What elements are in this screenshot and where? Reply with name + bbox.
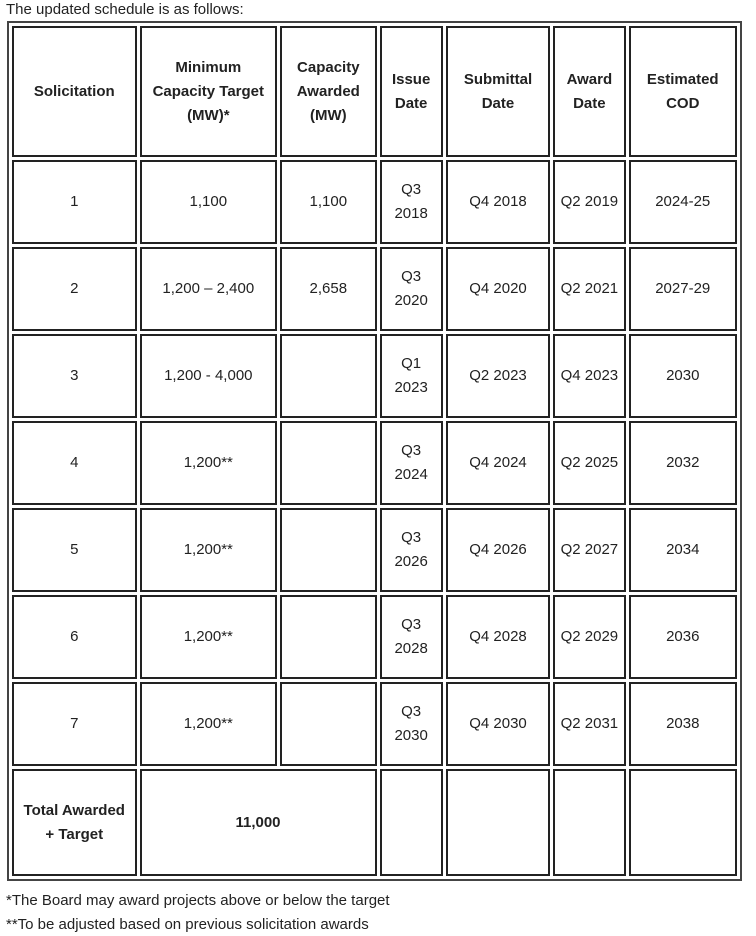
estimated-cod-cell: 2027-29 [629,247,738,331]
submittal-date-cell: Q4 2020 [446,247,550,331]
awarded-cell: 2,658 [280,247,376,331]
estimated-cod-cell: 2034 [629,508,738,592]
footnote-target: *The Board may award projects above or below the target [6,892,390,909]
empty-cell [629,769,738,876]
award-date-cell: Q2 2031 [553,682,625,766]
empty-cell [380,769,443,876]
header-estimated-cod: Estimated COD [629,26,738,157]
header-solicitation: Solicitation [12,26,137,157]
submittal-date-cell: Q4 2028 [446,595,550,679]
target-cell: 1,200 - 4,000 [140,334,278,418]
header-capacity-awarded: Capacity Awarded (MW) [280,26,376,157]
header-issue-date: Issue Date [380,26,443,157]
total-value: 11,000 [140,769,377,876]
issue-date-cell: Q3 2026 [380,508,443,592]
issue-date-cell: Q1 2023 [380,334,443,418]
table-row [12,595,737,679]
estimated-cod-cell: 2036 [629,595,738,679]
estimated-cod-cell: 2030 [629,334,738,418]
estimated-cod-cell: 2038 [629,682,738,766]
issue-date-cell: Q3 2028 [380,595,443,679]
award-date-cell: Q2 2021 [553,247,625,331]
award-date-cell: Q2 2027 [553,508,625,592]
submittal-date-cell: Q4 2018 [446,160,550,244]
submittal-date-cell: Q4 2024 [446,421,550,505]
issue-date-cell: Q3 2030 [380,682,443,766]
awarded-cell: 1,100 [280,160,376,244]
target-cell: 1,100 [140,160,278,244]
issue-date-cell: Q3 2024 [380,421,443,505]
target-cell: 1,200** [140,682,278,766]
award-date-cell: Q2 2025 [553,421,625,505]
awarded-cell [280,421,376,505]
empty-cell [553,769,625,876]
solicitation-cell: 6 [12,595,137,679]
table-row [12,682,737,766]
total-label: Total Awarded + Target [12,769,137,876]
estimated-cod-cell: 2032 [629,421,738,505]
table-row [12,508,737,592]
solicitation-cell: 2 [12,247,137,331]
table-row [12,160,737,244]
submittal-date-cell: Q2 2023 [446,334,550,418]
total-row [12,769,737,876]
solicitation-cell: 1 [12,160,137,244]
issue-date-cell: Q3 2018 [380,160,443,244]
schedule-table [7,21,742,881]
target-cell: 1,200 – 2,400 [140,247,278,331]
submittal-date-cell: Q4 2030 [446,682,550,766]
award-date-cell: Q2 2029 [553,595,625,679]
awarded-cell [280,334,376,418]
table-row [12,247,737,331]
solicitation-cell: 3 [12,334,137,418]
footnote-adjusted: **To be adjusted based on previous solicitation awards [6,916,369,933]
empty-cell [446,769,550,876]
solicitation-cell: 7 [12,682,137,766]
submittal-date-cell: Q4 2026 [446,508,550,592]
header-row [12,26,737,157]
header-minimum-capacity-target: Minimum Capacity Target (MW)* [140,26,278,157]
table-row [12,421,737,505]
issue-date-cell: Q3 2020 [380,247,443,331]
target-cell: 1,200** [140,508,278,592]
intro-text: The updated schedule is as follows: [6,1,244,18]
solicitation-cell: 4 [12,421,137,505]
header-submittal-date: Submittal Date [446,26,550,157]
award-date-cell: Q2 2019 [553,160,625,244]
header-award-date: Award Date [553,26,625,157]
target-cell: 1,200** [140,595,278,679]
table-row [12,334,737,418]
awarded-cell [280,682,376,766]
awarded-cell [280,595,376,679]
award-date-cell: Q4 2023 [553,334,625,418]
estimated-cod-cell: 2024-25 [629,160,738,244]
awarded-cell [280,508,376,592]
target-cell: 1,200** [140,421,278,505]
solicitation-cell: 5 [12,508,137,592]
